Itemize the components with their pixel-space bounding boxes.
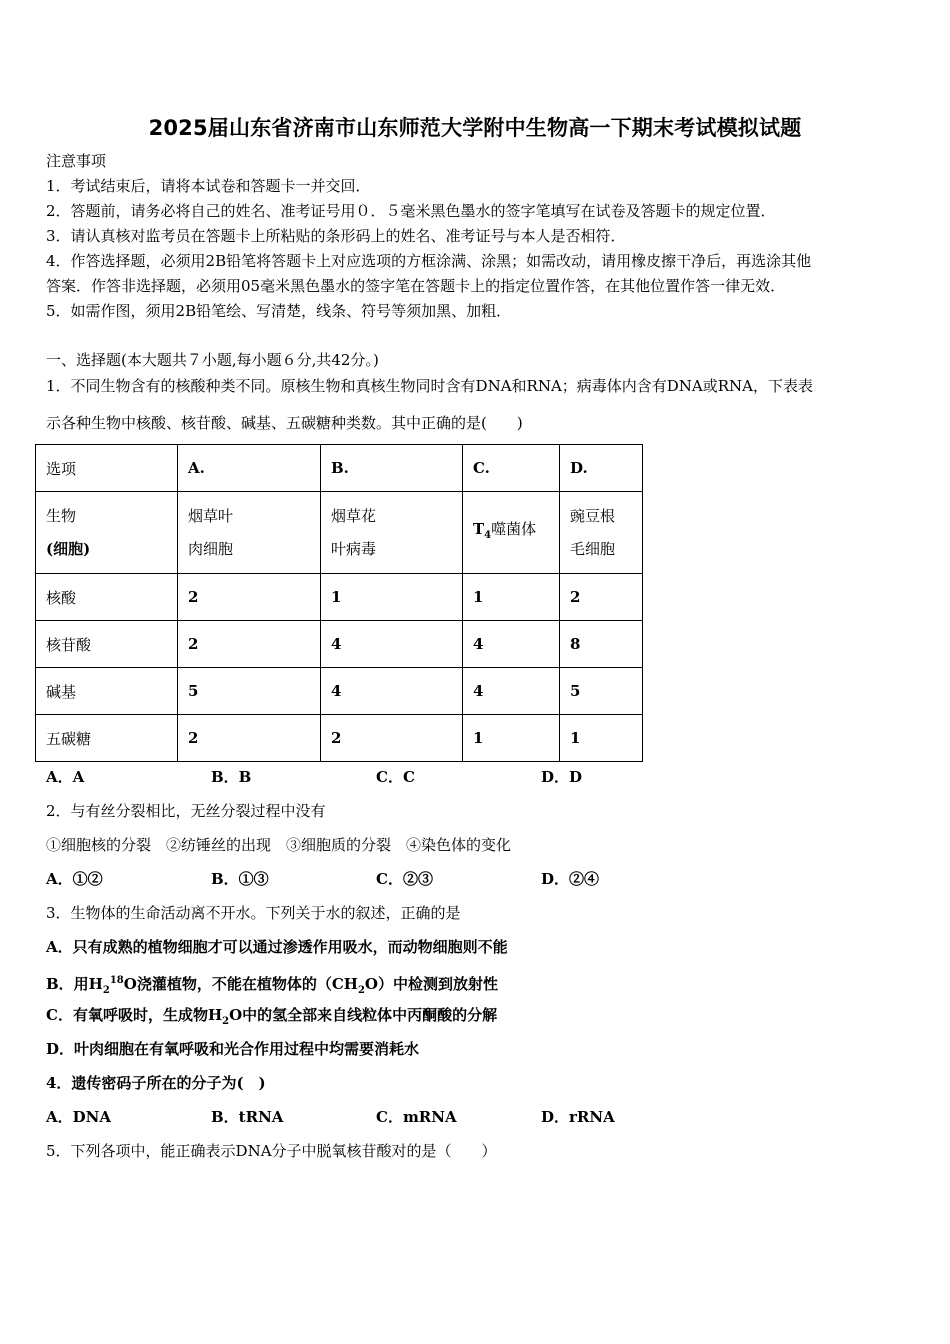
q4-option-a: A．DNA (46, 1108, 111, 1126)
table-cell: 5 (560, 668, 643, 715)
table-cell: 5 (178, 668, 321, 715)
table-cell (178, 492, 321, 574)
table-row (36, 621, 643, 668)
table-cell: 1 (321, 574, 463, 621)
table-cell: 4 (321, 668, 463, 715)
table-row (36, 492, 643, 574)
organism-a-line2: 肉细胞 (188, 539, 234, 558)
table-header-cell: A. (178, 445, 321, 492)
table-row-label: 五碳糖 (36, 715, 178, 762)
table-cell: 2 (178, 621, 321, 668)
q3-stem: 3．生物体的生命活动离不开水。下列关于水的叙述，正确的是 (46, 904, 461, 922)
q4-option-d: D．rRNA (541, 1108, 615, 1126)
table-header-row (36, 445, 643, 492)
q3-option-b-part3: O）中检测到放射性 (364, 975, 498, 993)
organism-a-line1: 烟草叶 (188, 506, 234, 525)
table-cell: 8 (560, 621, 643, 668)
table-cell (560, 492, 643, 574)
table-cell: 2 (178, 715, 321, 762)
q2-option-c: C．②③ (376, 870, 433, 888)
organism-b-line1: 烟草花 (331, 506, 377, 525)
q1-option-b: B．B (211, 768, 252, 786)
q1-table (35, 444, 643, 762)
table-cell: 1 (463, 574, 560, 621)
q3-option-b-part1: B．用H (46, 975, 103, 993)
organism-c-prefix: T (473, 520, 485, 538)
q2-option-a: A．①② (46, 870, 103, 888)
table-header-cell: 选项 (36, 445, 178, 492)
notice-item: 5．如需作图，须用2B铅笔绘、写清楚，线条、符号等须加黑、加粗． (46, 302, 512, 320)
table-header-cell: C. (463, 445, 560, 492)
table-row (36, 715, 643, 762)
table-row-label: 核苷酸 (36, 621, 178, 668)
q2-option-b: B．①③ (211, 870, 269, 888)
q1-option-c: C．C (376, 768, 415, 786)
q3-option-d: D．叶肉细胞在有氧呼吸和光合作用过程中均需要消耗水 (46, 1040, 420, 1058)
q3-option-c-part1: C．有氧呼吸时，生成物H (46, 1006, 223, 1024)
notice-item: 2．答题前，请务必将自己的姓名、准考证号用０．５毫米黑色墨水的签字笔填写在试卷及答题卡的规定位置． (46, 202, 776, 220)
q3-option-b-part2: O浇灌植物，不能在植物体的（CH (123, 975, 358, 993)
table-cell: 4 (463, 621, 560, 668)
table-row-label: 碱基 (36, 668, 178, 715)
q4-option-b: B．tRNA (211, 1108, 284, 1126)
table-cell: 2 (321, 715, 463, 762)
table-header-cell: D. (560, 445, 643, 492)
notice-item: 3．请认真核对监考员在答题卡上所粘贴的条形码上的姓名、准考证号与本人是否相符． (46, 227, 626, 245)
q1-option-d: D．D (541, 768, 583, 786)
table-header-cell: B. (321, 445, 463, 492)
q4-option-c: C．mRNA (376, 1108, 457, 1126)
notice-item: 答案．作答非选择题，必须用05毫米黑色墨水的签字笔在答题卡上的指定位置作答，在其他位置作答一律无效． (46, 277, 786, 295)
q1-stem-line2: 示各种生物中核酸、核苷酸、碱基、五碳糖种类数。其中正确的是( ) (46, 414, 523, 432)
q1-option-a: A．A (46, 768, 85, 786)
notice-heading: 注意事项 (46, 152, 107, 170)
q3-option-b-sub: 2 (102, 985, 110, 996)
table-row (36, 574, 643, 621)
organism-b-line2: 叶病毒 (331, 539, 377, 558)
organism-c-suffix: 噬菌体 (491, 520, 537, 538)
table-cell: 1 (560, 715, 643, 762)
section-heading: 一、选择题(本大题共７小题,每小题６分,共42分。) (46, 351, 379, 369)
q3-option-b (46, 971, 498, 1001)
q1-stem-line1: 1．不同生物含有的核酸种类不同。原核生物和真核生物同时含有DNA和RNA；病毒体内含有DNA或RNA，下表表 (46, 377, 814, 395)
table-cell: 2 (178, 574, 321, 621)
q2-stem: 2．与有丝分裂相比，无丝分裂过程中没有 (46, 802, 326, 820)
table-row-label: 核酸 (36, 574, 178, 621)
organism-label-1: 生物 (46, 506, 77, 525)
q2-items: ①细胞核的分裂 ②纺锤丝的出现 ③细胞质的分裂 ④染色体的变化 (46, 836, 512, 854)
q3-option-c (46, 1005, 497, 1032)
table-cell: 1 (463, 715, 560, 762)
table-cell (36, 492, 178, 574)
notice-item: 4．作答选择题，必须用2B铅笔将答题卡上对应选项的方框涂满、涂黑；如需改动，请用橡皮擦干净后，再选涂其他 (46, 252, 812, 270)
q3-option-b-sup: 18 (109, 975, 124, 986)
q3-option-c-sub: 2 (222, 1016, 230, 1027)
table-row (36, 668, 643, 715)
table-cell (463, 492, 560, 574)
organism-c-sub: 4 (484, 530, 492, 541)
organism-label-2: (细胞) (46, 539, 91, 558)
organism-d-line2: 毛细胞 (570, 539, 616, 558)
q2-option-d: D．②④ (541, 870, 600, 888)
table-cell: 4 (463, 668, 560, 715)
q5-stem: 5．下列各项中，能正确表示DNA分子中脱氧核苷酸对的是（ ） (46, 1142, 497, 1160)
q3-option-c-part2: O中的氢全部来自线粒体中丙酮酸的分解 (229, 1006, 498, 1024)
q3-option-a: A．只有成熟的植物细胞才可以通过渗透作用吸水，而动物细胞则不能 (46, 938, 508, 956)
table-cell: 4 (321, 621, 463, 668)
notice-item: 1．考试结束后，请将本试卷和答题卡一并交回． (46, 177, 371, 195)
table-cell (321, 492, 463, 574)
q4-stem: 4．遗传密码子所在的分子为( ) (46, 1074, 266, 1092)
organism-d-line1: 豌豆根 (570, 506, 616, 525)
table-cell: 2 (560, 574, 643, 621)
page-title: 2025届山东省济南市山东师范大学附中生物高一下期末考试模拟试题 (148, 116, 802, 140)
q3-option-b-sub2: 2 (357, 985, 365, 996)
